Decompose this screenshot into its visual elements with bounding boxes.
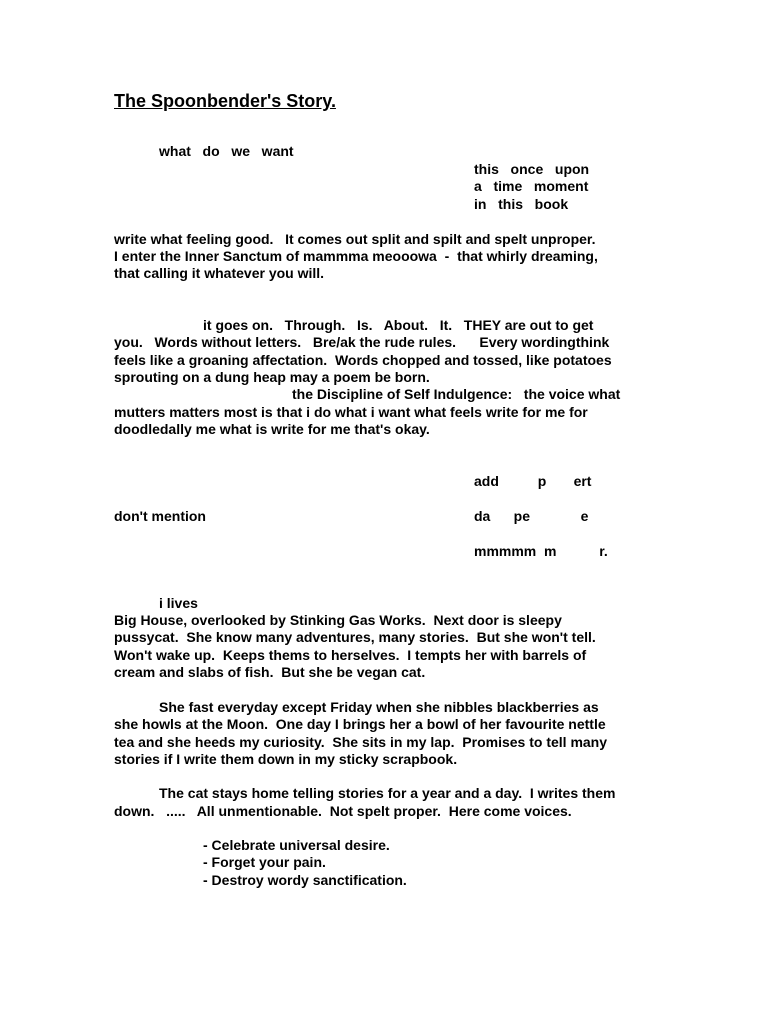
text-line: stories if I write them down in my sticky scrapbook. — [114, 751, 458, 767]
text-line: She fast everyday except Friday when she nibbles blackberries as — [159, 699, 599, 715]
list-item: - Destroy wordy sanctification. — [203, 872, 407, 888]
text-line: this once upon — [474, 161, 590, 177]
text-line: pussycat. She know many adventures, many stories. But she won't tell. — [114, 629, 596, 645]
text-line: it goes on. Through. Is. About. It. THEY are out to get — [203, 317, 594, 333]
text-line: she howls at the Moon. One day I brings her a bowl of her favourite nettle — [114, 716, 606, 732]
text-line: mutters matters most is that i do what i want what feels write for me for — [114, 404, 588, 420]
text-line: doodledally me what is write for me that's okay. — [114, 421, 430, 437]
text-line: you. Words without letters. Bre/ak the rude rules. Every wordingthink — [114, 334, 610, 350]
list-item: - Forget your pain. — [203, 854, 326, 870]
text-line: in this book — [474, 196, 569, 212]
text-line: cream and slabs of fish. But she be vegan cat. — [114, 664, 426, 680]
text-line: don't mention — [114, 508, 206, 524]
list-item: - Celebrate universal desire. — [203, 837, 390, 853]
text-line: that calling it whatever you will. — [114, 265, 325, 281]
text-line: the Discipline of Self Indulgence: the voice what — [292, 386, 621, 402]
text-line: Big House, overlooked by Stinking Gas Works. Next door is sleepy — [114, 612, 562, 628]
text-line: write what feeling good. It comes out split and spilt and spelt unproper. — [114, 231, 596, 247]
text-line: add p ert — [474, 473, 592, 489]
text-line: da pe e — [474, 508, 589, 524]
text-line: mmmmm m r. — [474, 543, 608, 559]
text-line: The cat stays home telling stories for a year and a day. I writes them — [159, 785, 616, 801]
text-line: sprouting on a dung heap may a poem be born. — [114, 369, 430, 385]
text-line: down. ..... All unmentionable. Not spelt proper. Here come voices. — [114, 803, 572, 819]
text-line: i lives — [159, 595, 198, 611]
text-line: Won't wake up. Keeps thems to herselves. I tempts her with barrels of — [114, 647, 587, 663]
text-line: what do we want — [159, 143, 294, 159]
text-line: a time moment — [474, 178, 589, 194]
page-title: The Spoonbender's Story. — [114, 91, 336, 111]
text-line: feels like a groaning affectation. Words chopped and tossed, like potatoes — [114, 352, 612, 368]
text-line: I enter the Inner Sanctum of mammma meooowa - that whirly dreaming, — [114, 248, 598, 264]
text-line: tea and she heeds my curiosity. She sits in my lap. Promises to tell many — [114, 734, 608, 750]
